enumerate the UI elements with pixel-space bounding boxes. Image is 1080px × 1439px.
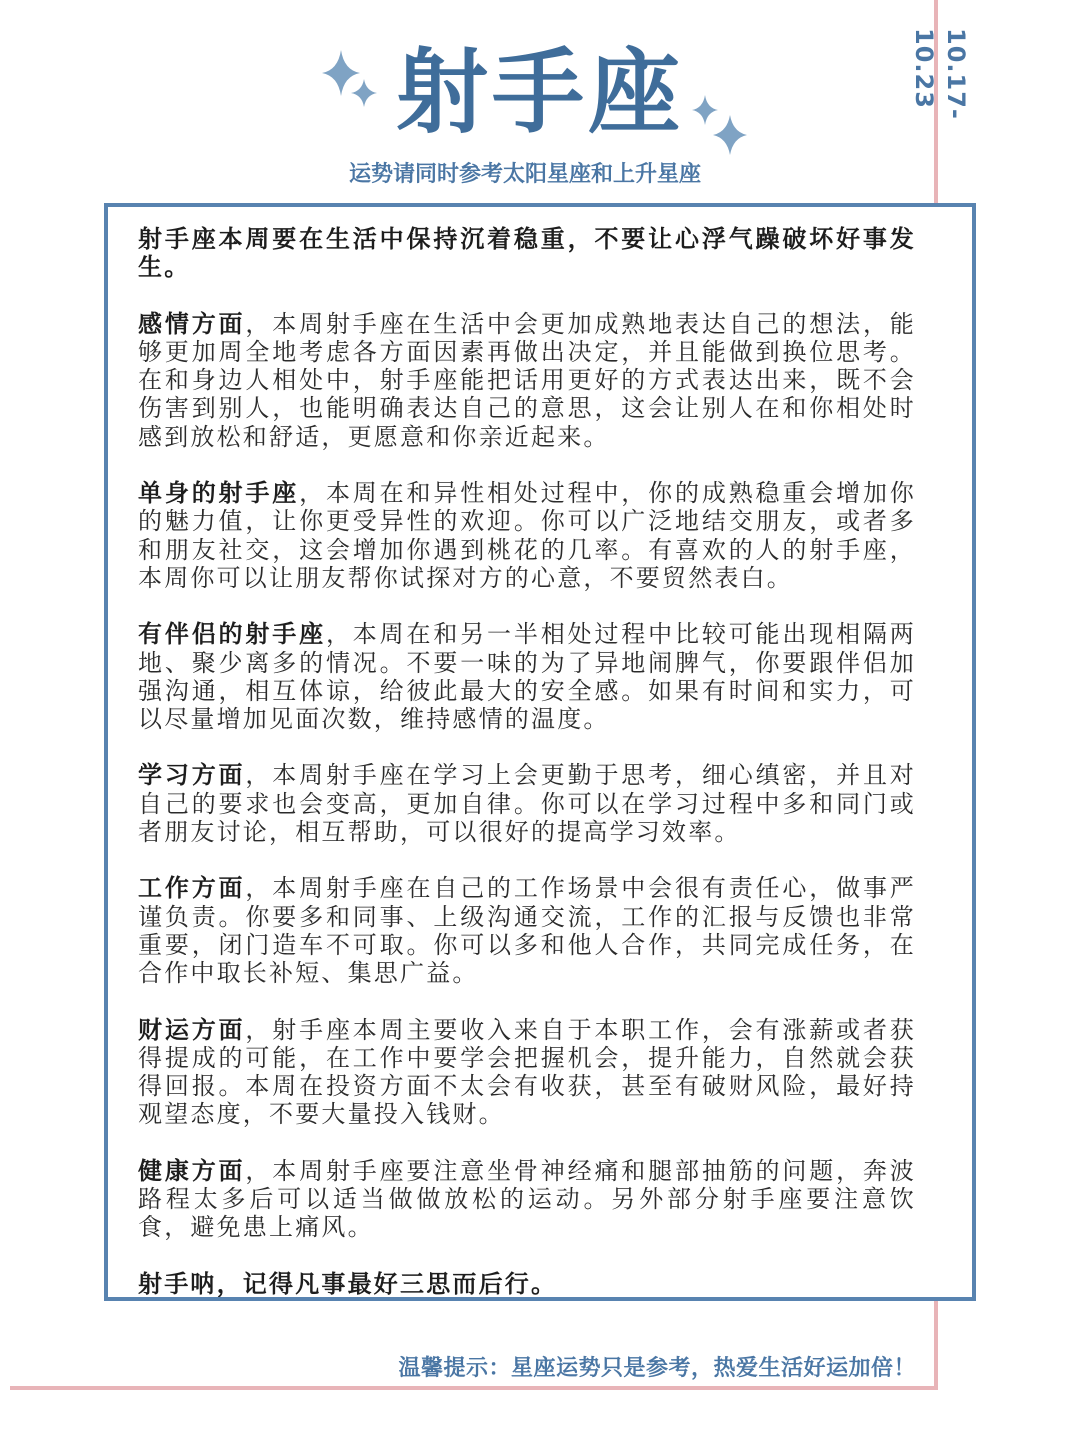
section-text: ，本周射手座在自己的工作场景中会很有责任心，做事严谨负责。你要多和同事、上级沟通交流，工作的汇报与反馈也非常重要，闭门造车不可取。你可以多和他人合作，共同完成任务，在合作中取长补短、集思广益。 xyxy=(138,874,916,988)
section-heading: 财运方面 xyxy=(138,1015,246,1044)
section-study xyxy=(138,761,916,846)
date-range: 10.17-10.23 xyxy=(910,28,970,120)
section-text: ，本周在和另一半相处过程中比较可能出现相隔两地、聚少离多的情况。不要一味的为了异地闹脾气，你要跟伴侣加强沟通，相互体谅，给彼此最大的安全感。如果有时间和实力，可以尽量增加见面次数，维持感情的温度。 xyxy=(138,620,916,734)
section-heading: 感情方面 xyxy=(138,309,246,338)
section-text: ，射手座本周主要收入来自于本职工作，会有涨薪或者获得提成的可能，在工作中要学会把握机会，提升能力，自然就会获得回报。本周在投资方面不太会有收获，甚至有破财风险，最好持观望态度，不要大量投入钱财。 xyxy=(138,1015,916,1129)
pink-horizontal-line xyxy=(10,1386,938,1390)
section-heading: 工作方面 xyxy=(138,874,246,903)
footer-tip: 温馨提示：星座运势只是参考，热爱生活好运加倍！ xyxy=(398,1356,916,1381)
section-text: ，本周在和异性相处过程中，你的成熟稳重会增加你的魅力值，让你更受异性的欢迎。你可以广泛地结交朋友，或者多和朋友社交，这会增加你遇到桃花的几率。有喜欢的人的射手座，本周你可以让朋友帮你试探对方的心意，不要贸然表白。 xyxy=(138,479,916,592)
horoscope-content xyxy=(138,225,916,1301)
closing-line: 射手呐，记得凡事最好三思而后行。 xyxy=(138,1269,558,1298)
section-text: ，本周射手座在生活中会更加成熟地表达自己的想法，能够更加周全地考虑各方面因素再做出决定，并且能做到换位思考。在和身边人相处中，射手座能把话用更好的方式表达出来，既不会伤害到别人，也能明确表达自己的意思，这会让别人在和你相处时感到放松和舒适，更愿意和你亲近起来。 xyxy=(138,309,916,451)
section-single xyxy=(138,479,916,592)
section-health xyxy=(138,1157,916,1242)
page-title: 射手座 xyxy=(395,39,684,146)
section-heading: 健康方面 xyxy=(138,1156,246,1185)
section-text: ，本周射手座在学习上会更勤于思考，细心缜密，并且对自己的要求也会变高，更加自律。你可以在学习过程中多和同门或者朋友讨论，相互帮助，可以很好的提高学习效率。 xyxy=(138,761,916,847)
section-heading: 单身的射手座 xyxy=(138,479,300,508)
section-wealth xyxy=(138,1016,916,1129)
section-love xyxy=(138,310,916,451)
section-text: ，本周射手座要注意坐骨神经痛和腿部抽筋的问题，奔波路程太多后可以适当做做放松的运动。另外部分射手座要注意饮食，避免患上痛风。 xyxy=(138,1156,916,1242)
section-heading: 学习方面 xyxy=(138,761,246,790)
subtitle: 运势请同时参考太阳星座和上升星座 xyxy=(348,162,701,187)
horoscope-card xyxy=(104,203,976,1301)
section-work xyxy=(138,874,916,987)
section-partnered xyxy=(138,620,916,733)
intro-paragraph: 射手座本周要在生活中保持沉着稳重，不要让心浮气躁破坏好事发生。 xyxy=(138,225,916,282)
section-heading: 有伴侣的射手座 xyxy=(138,620,326,649)
